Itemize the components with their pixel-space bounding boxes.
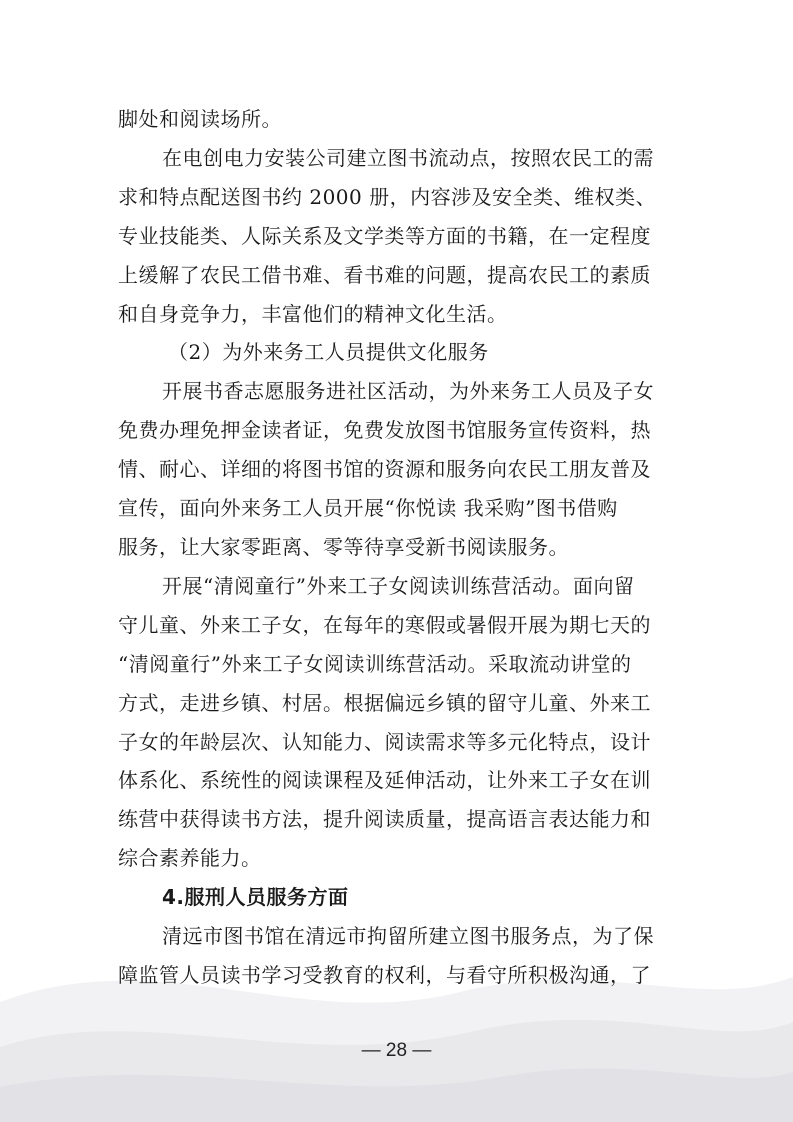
text-line: 求和特点配送图书约 2000 册，内容涉及安全类、维权类、 (118, 184, 657, 209)
body-text (118, 100, 678, 995)
text-line: 上缓解了农民工借书难、看书难的问题，提高农民工的素质 (118, 262, 651, 287)
text-line: 和自身竞争力，丰富他们的精神文化生活。 (118, 301, 508, 326)
text-line: 开展“清阅童行”外来工子女阅读训练营活动。面向留 (162, 573, 635, 598)
sub-heading: （2）为外来务工人员提供文化服务 (168, 340, 489, 365)
text-line: 体系化、系统性的阅读课程及延伸活动，让外来工子女在训 (118, 768, 651, 793)
text-line: “清阅童行”外来工子女阅读训练营活动。采取流动讲堂的 (118, 651, 632, 676)
text-line: 服务，让大家零距离、零等待享受新书阅读服务。 (118, 534, 569, 559)
text-line: 专业技能类、人际关系及文学类等方面的书籍，在一定程度 (118, 223, 651, 248)
section-heading: 4.服刑人员服务方面 (162, 885, 349, 910)
text-line: 免费办理免押金读者证，免费发放图书馆服务宣传资料，热 (118, 418, 651, 443)
text-line: 清远市图书馆在清远市拘留所建立图书服务点，为了保 (162, 924, 654, 949)
text-line: 宣传，面向外来务工人员开展“你悦读 我采购”图书借购 (118, 496, 618, 521)
text-line: 障监管人员读书学习受教育的权利，与看守所积极沟通，了 (118, 962, 651, 987)
text-line: 情、耐心、详细的将图书馆的资源和服务向农民工朋友普及 (118, 457, 651, 482)
text-line: 脚处和阅读场所。 (118, 107, 282, 131)
page-number: — 28 — (361, 1040, 432, 1061)
text-line: 守儿童、外来工子女，在每年的寒假或暑假开展为期七天的 (118, 612, 651, 637)
text-line: 练营中获得读书方法，提升阅读质量，提高语言表达能力和 (118, 807, 651, 832)
text-line: 在电创电力安装公司建立图书流动点，按照农民工的需 (162, 145, 654, 170)
text-line: 方式，走进乡镇、村居。根据偏远乡镇的留守儿童、外来工 (118, 690, 651, 715)
text-line: 开展书香志愿服务进社区活动，为外来务工人员及子女 (162, 379, 654, 404)
text-line: 子女的年龄层次、认知能力、阅读需求等多元化特点，设计 (118, 729, 651, 754)
text-line: 综合素养能力。 (118, 846, 262, 871)
